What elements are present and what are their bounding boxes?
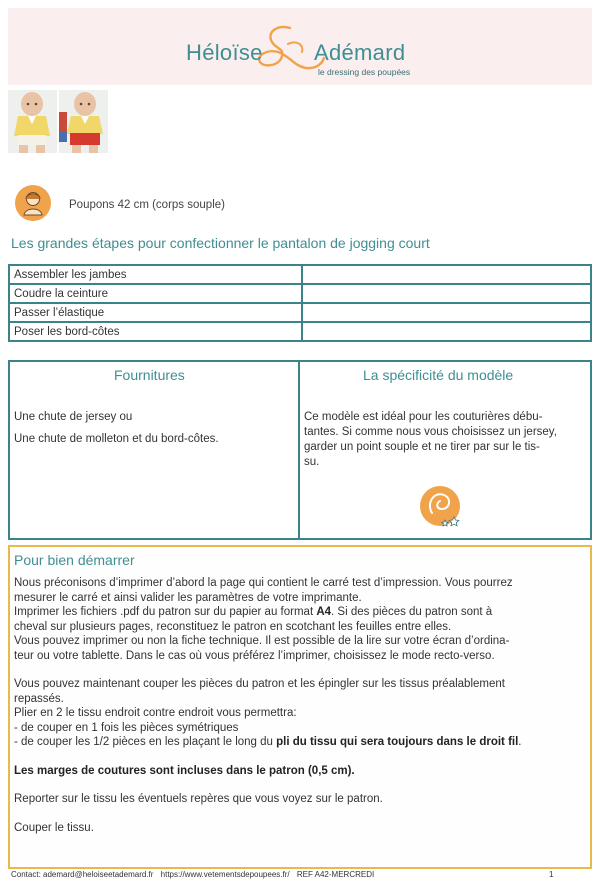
text-line: repassés. (14, 692, 64, 705)
text-line: mesurer le carré et ainsi valider les paramètres de votre imprimante. (14, 591, 362, 604)
text-segment: . (518, 736, 522, 748)
brand-header (8, 8, 592, 85)
brand-name-first: Héloïse (186, 40, 263, 65)
getting-started-box (8, 545, 592, 869)
text-line: Plier en 2 le tissu endroit contre endroit vous permettra: (14, 707, 297, 719)
page-number: 1 (549, 870, 554, 879)
text-line (14, 605, 586, 620)
text-line: cheval sur plusieurs pages, reconstituez le patron en scotchant les feuilles entre elles. (14, 620, 452, 633)
page-footer (11, 870, 379, 879)
text-line: Vous pouvez maintenant couper les pièces du patron et les épingler sur les tissus préalablement (14, 678, 505, 690)
text-segment: Imprimer les fichiers .pdf du patron sur du papier au format (14, 606, 314, 618)
step-label: Coudre la ceinture (9, 284, 302, 303)
supply-item: Une chute de jersey ou (14, 411, 133, 423)
brand-tagline: le dressing des poupées (318, 67, 411, 77)
table-row (9, 265, 591, 284)
text-segment: - de couper les 1/2 pièces en les plaçant le long du (14, 736, 273, 748)
doll-yellow-sweater-white-shorts-image[interactable] (8, 90, 57, 153)
getting-started-title: Pour bien démarrer (14, 552, 135, 568)
text-segment: . Si des pièces du patron sont à (331, 606, 493, 618)
table-row (9, 322, 591, 341)
step-label: Passer l’élastique (9, 303, 302, 322)
specifics-text (304, 410, 588, 470)
doll-size-label: Poupons 42 cm (corps souple) (69, 199, 225, 211)
doll-yellow-sweater-red-shorts-image[interactable] (59, 90, 108, 153)
specifics-line: tantes. Si comme nous vous choisissez un jersey, (304, 426, 557, 438)
column-divider (298, 362, 300, 538)
brand-logo[interactable] (176, 22, 436, 78)
text-line (14, 721, 586, 736)
step-label: Assembler les jambes (9, 265, 302, 284)
step-label: Poser les bord-côtes (9, 322, 302, 341)
text-line: Couper le tissu. (14, 821, 94, 834)
beginner-level-icon (418, 483, 464, 529)
step-check-cell (302, 322, 591, 341)
supplies-title: Fournitures (114, 367, 185, 383)
table-row (9, 284, 591, 303)
page-title: Les grandes étapes pour confectionner le pantalon de jogging court (11, 235, 430, 251)
step-check-cell (302, 284, 591, 303)
text-segment: - de couper en (14, 721, 89, 734)
text-line: teur ou votre tablette. Dans le cas où vous préférez l’imprimer, choisissez le mode recto-verso. (14, 649, 495, 662)
doll-avatar-icon (14, 184, 52, 222)
emphasis-text: pli du tissu qui sera toujours dans le droit fil (276, 736, 519, 748)
steps-table (8, 264, 592, 342)
specifics-title: La spécificité du modèle (363, 367, 514, 383)
supplies-and-specifics-box (8, 360, 592, 540)
specifics-line: Ce modèle est idéal pour les couturières débu- (304, 411, 543, 423)
reference-code: REF A42-MERCREDI (296, 870, 375, 879)
step-check-cell (302, 303, 591, 322)
text-line: Reporter sur le tissu les éventuels repères que vous voyez sur le patron. (14, 793, 383, 805)
brand-name-second: Adémard (314, 40, 406, 65)
table-row (9, 303, 591, 322)
website-link[interactable]: https://www.vetementsdepoupees.fr/ (160, 870, 290, 879)
supply-item: Une chute de molleton et du bord-côtes. (14, 433, 219, 445)
step-check-cell (302, 265, 591, 284)
getting-started-body (14, 576, 586, 835)
specifics-line: garder un point souple et ne tirer par sur le tis- (304, 441, 540, 453)
text-line (14, 735, 586, 750)
text-line: Vous pouvez imprimer ou non la fiche technique. Il est possible de la lire sur votre écran d’ordina- (14, 635, 510, 647)
contact-email[interactable]: Contact: ademard@heloiseetademard.fr (11, 870, 154, 879)
paper-format: A4 (316, 606, 332, 618)
seam-allowance-note: Les marges de coutures sont incluses dans le patron (0,5 cm). (14, 764, 355, 777)
text-segment: 1 fois les pièces symétriques (91, 721, 239, 734)
text-line: Nous préconisons d’imprimer d’abord la page qui contient le carré test d’impression. Vous pourrez (14, 577, 513, 589)
specifics-line: su. (304, 456, 320, 468)
